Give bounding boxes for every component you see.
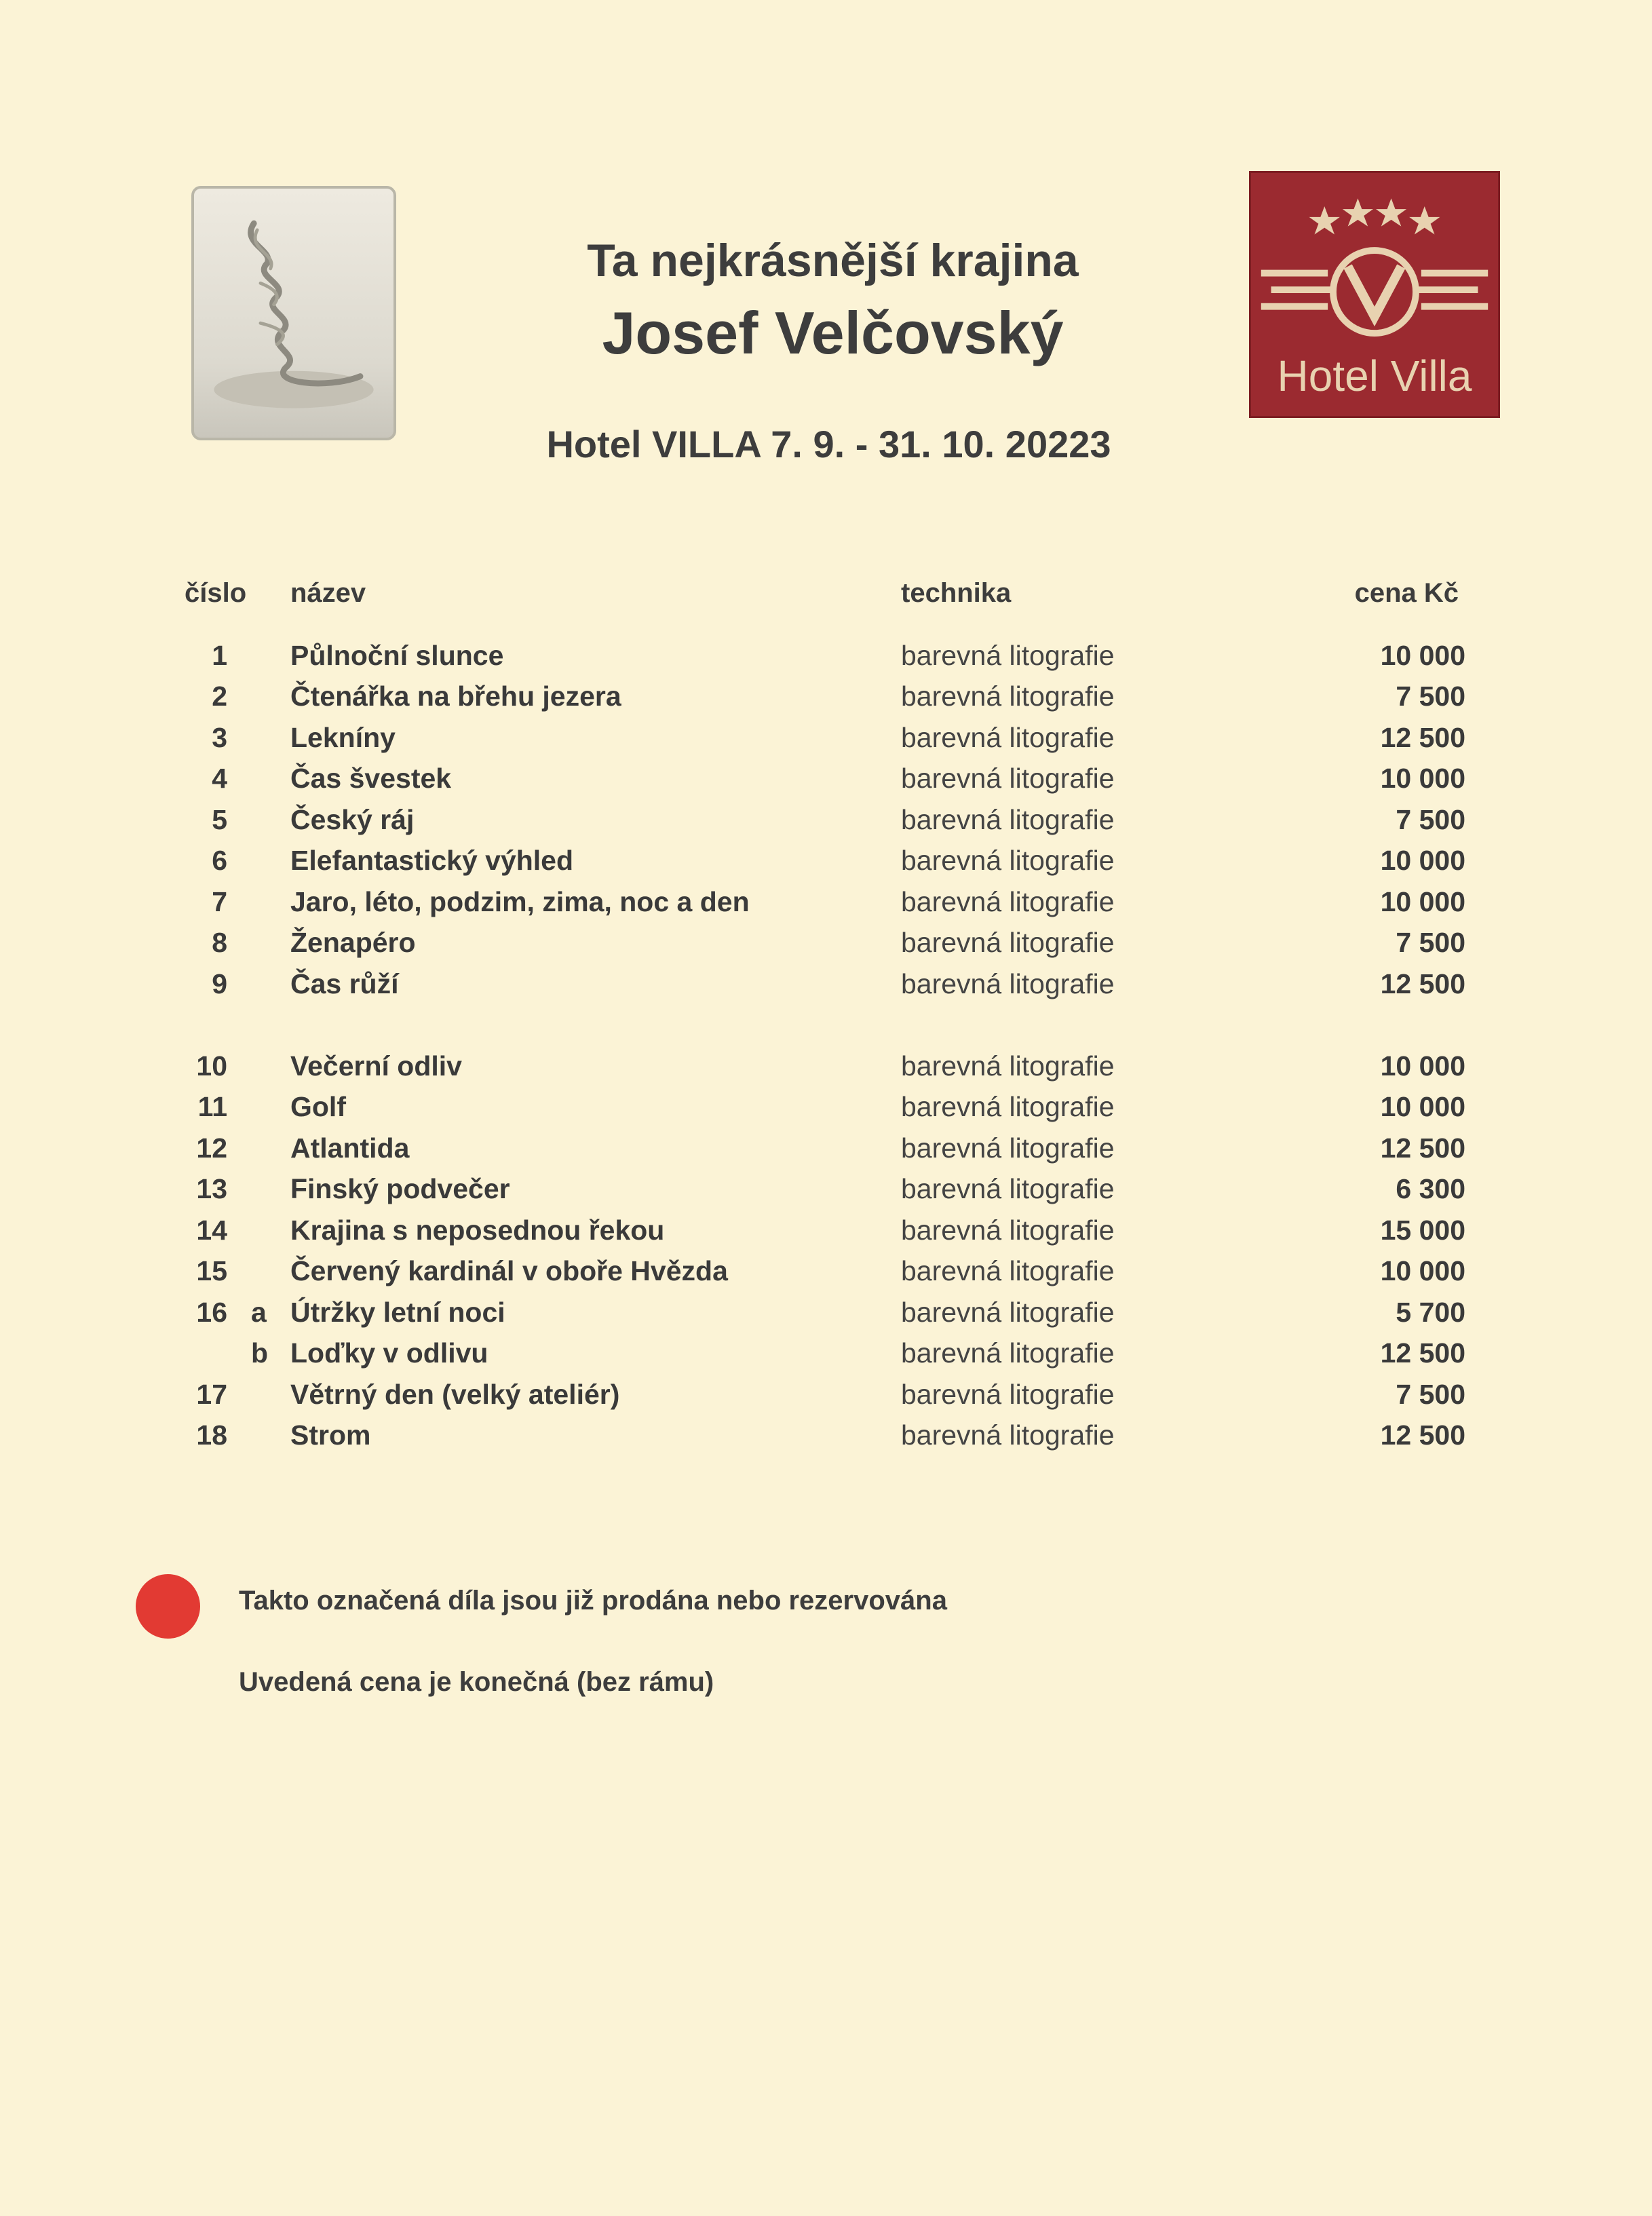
item-title: Český ráj <box>290 804 415 835</box>
item-price: 6 300 <box>1396 1173 1465 1204</box>
item-technique: barevná litografie <box>901 1215 1115 1246</box>
item-technique: barevná litografie <box>901 1091 1115 1122</box>
item-subletter: a <box>251 1297 267 1328</box>
item-title: Čas růží <box>290 968 399 999</box>
item-title: Atlantida <box>290 1132 410 1164</box>
item-number: 5 <box>212 804 227 835</box>
item-price: 7 500 <box>1396 681 1465 712</box>
column-header-number: číslo <box>185 578 247 608</box>
item-technique: barevná litografie <box>901 845 1115 876</box>
item-technique: barevná litografie <box>901 927 1115 958</box>
table-row <box>0 763 1652 803</box>
item-technique: barevná litografie <box>901 1297 1115 1328</box>
table-row <box>0 1132 1652 1173</box>
item-price: 12 500 <box>1380 1337 1465 1369</box>
item-title: Čas švestek <box>290 763 452 794</box>
table-row <box>0 1297 1652 1337</box>
item-number: 18 <box>196 1419 227 1451</box>
item-number: 6 <box>212 845 227 876</box>
item-title: Půlnoční slunce <box>290 640 504 671</box>
item-title: Čtenářka na břehu jezera <box>290 681 621 712</box>
column-header-technique: technika <box>901 578 1012 608</box>
item-number: 11 <box>197 1091 227 1122</box>
item-number: 14 <box>196 1215 227 1246</box>
table-row <box>0 681 1652 721</box>
item-technique: barevná litografie <box>901 1050 1115 1082</box>
item-title: Strom <box>290 1419 371 1451</box>
table-row <box>0 845 1652 885</box>
item-price: 12 500 <box>1380 968 1465 999</box>
item-technique: barevná litografie <box>901 1132 1115 1164</box>
item-technique: barevná litografie <box>901 1173 1115 1204</box>
item-number: 8 <box>212 927 227 958</box>
column-header-name: název <box>290 578 366 608</box>
item-title: Lekníny <box>290 722 396 753</box>
item-price: 10 000 <box>1380 845 1465 876</box>
item-technique: barevná litografie <box>901 968 1115 999</box>
artist-name: Josef Velčovský <box>602 299 1064 366</box>
item-title: Jaro, léto, podzim, zima, noc a den <box>290 886 750 917</box>
item-title: Elefantastický výhled <box>290 845 574 876</box>
table-row <box>0 1050 1652 1091</box>
table-row <box>0 1419 1652 1460</box>
hotel-villa-logo <box>1249 171 1500 418</box>
item-number: 16 <box>196 1297 227 1328</box>
table-row <box>0 1173 1652 1214</box>
item-technique: barevná litografie <box>901 804 1115 835</box>
item-technique: barevná litografie <box>901 886 1115 917</box>
item-title: Krajina s neposednou řekou <box>290 1215 665 1246</box>
item-title: Červený kardinál v oboře Hvězda <box>290 1255 728 1286</box>
hotel-logo-text: Hotel Villa <box>1277 351 1472 400</box>
item-price: 12 500 <box>1380 1132 1465 1164</box>
item-number: 2 <box>212 681 227 712</box>
item-technique: barevná litografie <box>901 763 1115 794</box>
table-row <box>0 722 1652 763</box>
item-title: Golf <box>290 1091 346 1122</box>
item-number: 15 <box>196 1255 227 1286</box>
venue-dates: Hotel VILLA 7. 9. - 31. 10. 20223 <box>546 423 1111 465</box>
item-title: Loďky v odlivu <box>290 1337 488 1369</box>
table-row <box>0 968 1652 1009</box>
table-row <box>0 1215 1652 1255</box>
item-price: 10 000 <box>1380 1091 1465 1122</box>
item-price: 7 500 <box>1396 804 1465 835</box>
item-technique: barevná litografie <box>901 1255 1115 1286</box>
table-row <box>0 927 1652 968</box>
item-title: Večerní odliv <box>290 1050 462 1082</box>
item-title: Ženapéro <box>290 927 416 958</box>
table-row <box>0 886 1652 927</box>
sold-marker-dot <box>136 1574 200 1639</box>
item-number: 9 <box>212 968 227 999</box>
column-header-price: cena Kč <box>1354 578 1459 608</box>
item-technique: barevná litografie <box>901 722 1115 753</box>
item-price: 12 500 <box>1380 722 1465 753</box>
item-price: 10 000 <box>1380 1255 1465 1286</box>
item-number: 4 <box>212 763 227 794</box>
table-row <box>0 1091 1652 1132</box>
table-row <box>0 1337 1652 1378</box>
item-technique: barevná litografie <box>901 681 1115 712</box>
item-price: 10 000 <box>1380 640 1465 671</box>
item-price: 10 000 <box>1380 763 1465 794</box>
sold-note: Takto označená díla jsou již prodána nebo rezervována <box>239 1586 947 1616</box>
table-row <box>0 804 1652 845</box>
item-title: Útržky letní noci <box>290 1297 505 1328</box>
item-number: 17 <box>196 1379 227 1410</box>
item-number: 7 <box>212 886 227 917</box>
item-technique: barevná litografie <box>901 1419 1115 1451</box>
item-number: 12 <box>196 1132 227 1164</box>
item-price: 10 000 <box>1380 886 1465 917</box>
item-number: 10 <box>196 1050 227 1082</box>
item-subletter: b <box>251 1337 269 1369</box>
table-row <box>0 1255 1652 1296</box>
item-title: Finský podvečer <box>290 1173 510 1204</box>
item-price: 5 700 <box>1396 1297 1465 1328</box>
item-price: 10 000 <box>1380 1050 1465 1082</box>
item-price: 7 500 <box>1396 1379 1465 1410</box>
item-title: Větrný den (velký ateliér) <box>290 1379 620 1410</box>
table-row <box>0 640 1652 681</box>
item-technique: barevná litografie <box>901 1337 1115 1369</box>
exhibition-title: Ta nejkrásnější krajina <box>587 235 1079 286</box>
item-number: 3 <box>212 722 227 753</box>
item-number: 13 <box>196 1173 227 1204</box>
item-price: 15 000 <box>1380 1215 1465 1246</box>
item-technique: barevná litografie <box>901 640 1115 671</box>
item-number: 1 <box>212 640 227 671</box>
table-row <box>0 1379 1652 1419</box>
item-price: 7 500 <box>1396 927 1465 958</box>
price-note: Uvedená cena je konečná (bez rámu) <box>239 1667 714 1697</box>
item-price: 12 500 <box>1380 1419 1465 1451</box>
item-technique: barevná litografie <box>901 1379 1115 1410</box>
